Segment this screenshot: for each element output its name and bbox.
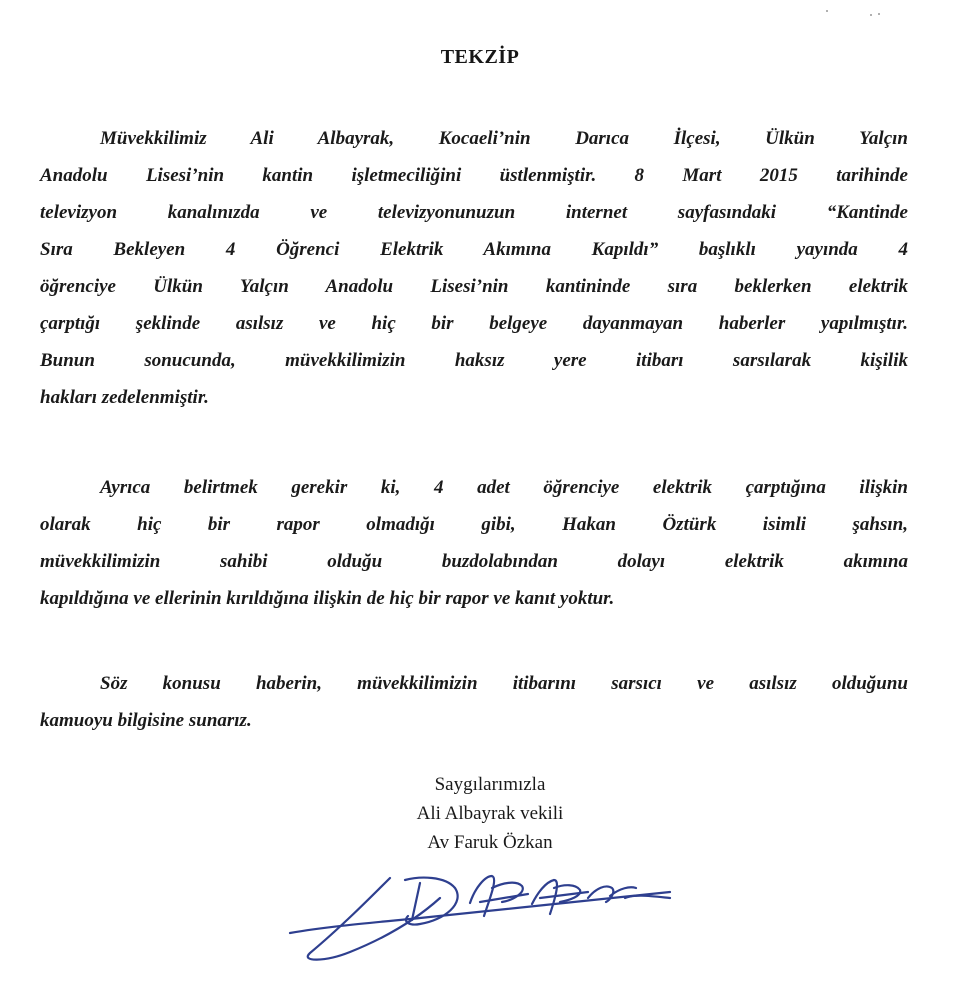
document-title: TEKZİP <box>440 46 520 68</box>
paragraph-3 <box>40 665 908 739</box>
paragraph-line: çarptığı şeklinde asılsız ve hiç bir belgeye dayanmayan haberler yapılmıştır. <box>40 313 908 334</box>
paragraph-line: Söz konusu haberin, müvekkilimizin itibarını sarsıcı ve asılsız olduğunu <box>100 673 908 694</box>
paragraph-line: Anadolu Lisesi’nin kantin işletmeciliğini üstlenmiştir. 8 Mart 2015 tarihinde <box>40 165 908 186</box>
closing-name: Av Faruk Özkan <box>427 832 553 853</box>
paragraph-line: televizyon kanalınızda ve televizyonunuzun internet sayfasındaki “Kantinde <box>40 202 908 223</box>
closing-role: Ali Albayrak vekili <box>416 803 564 824</box>
paragraph-line: olarak hiç bir rapor olmadığı gibi, Hakan Öztürk isimli şahsın, <box>40 514 908 535</box>
paragraph-line: Sıra Bekleyen 4 Öğrenci Elektrik Akımına Kapıldı” başlıklı yayında 4 <box>40 239 908 260</box>
paragraph-line: Müvekkilimiz Ali Albayrak, Kocaeli’nin Darıca İlçesi, Ülkün Yalçın <box>100 128 908 149</box>
closing-salutation: Saygılarımızla <box>434 774 546 795</box>
paragraph-line: hakları zedelenmiştir. <box>40 387 209 408</box>
scan-speck <box>878 13 880 15</box>
closing-block <box>340 770 640 857</box>
paragraph-2 <box>40 469 908 617</box>
paragraph-line: öğrenciye Ülkün Yalçın Anadolu Lisesi’nin kantininde sıra beklerken elektrik <box>40 276 908 297</box>
paragraph-line: kapıldığına ve ellerinin kırıldığına ilişkin de hiç bir rapor ve kanıt yoktur. <box>40 588 615 609</box>
paragraph-line: müvekkilimizin sahibi olduğu buzdolabından dolayı elektrik akımına <box>40 551 908 572</box>
scan-speck <box>826 10 828 12</box>
paragraph-line: Bunun sonucunda, müvekkilimizin haksız yere itibarı sarsılarak kişilik <box>40 350 908 371</box>
scan-speck <box>870 14 872 16</box>
paragraph-line: kamuoyu bilgisine sunarız. <box>40 710 252 731</box>
signature-image <box>270 858 690 973</box>
paragraph-line: Ayrıca belirtmek gerekir ki, 4 adet öğrenciye elektrik çarptığına ilişkin <box>100 477 908 498</box>
paragraph-1 <box>40 120 908 416</box>
